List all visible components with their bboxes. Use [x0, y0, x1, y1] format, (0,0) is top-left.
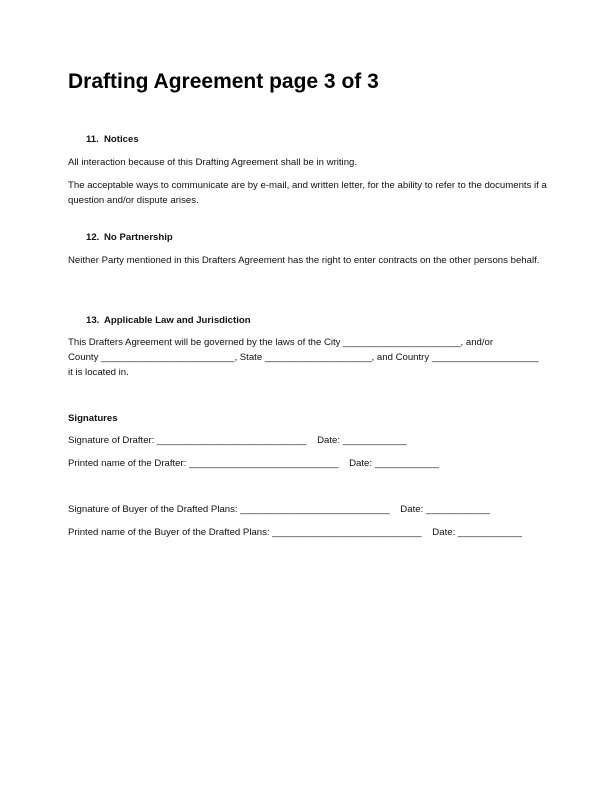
document-title: Drafting Agreement page 3 of 3 [68, 70, 379, 93]
signatures-heading: Signatures [68, 413, 118, 424]
section-number: 11. [86, 134, 99, 145]
law-line-2: County _________________________, State ____________________, and Country ____________________ [68, 352, 539, 363]
section-title: Notices [104, 134, 139, 145]
section-title: Applicable Law and Jurisdiction [104, 315, 251, 326]
drafter-signature-line: Signature of Drafter: ____________________________ Date: ____________ [68, 435, 407, 446]
buyer-printed-name-line: Printed name of the Buyer of the Drafted Plans: ____________________________ Date: ____________ [68, 527, 522, 538]
section-number: 12. [86, 232, 100, 243]
notices-paragraph-2: The acceptable ways to communicate are by e-mail, and written letter, for the ability to refer to the documents if a question and/or dispute arises. [68, 180, 547, 206]
section-heading-notices [86, 134, 139, 145]
no-partnership-paragraph: Neither Party mentioned in this Drafters Agreement has the right to enter contracts on the other persons behalf. [68, 255, 540, 266]
law-line-1: This Drafters Agreement will be governed by the laws of the City ______________________, and/or [68, 337, 494, 348]
section-title: No Partnership [104, 232, 173, 243]
document-page [68, 0, 548, 795]
section-number: 13. [86, 315, 100, 326]
section-heading-applicable-law [86, 315, 251, 326]
notices-paragraph-1: All interaction because of this Drafting Agreement shall be in writing. [68, 157, 358, 168]
buyer-signature-line: Signature of Buyer of the Drafted Plans: ____________________________ Date: ____________ [68, 504, 490, 515]
law-line-3: it is located in. [68, 367, 129, 378]
section-heading-no-partnership [86, 232, 173, 243]
drafter-printed-name-line: Printed name of the Drafter: ____________________________ Date: ____________ [68, 458, 439, 469]
